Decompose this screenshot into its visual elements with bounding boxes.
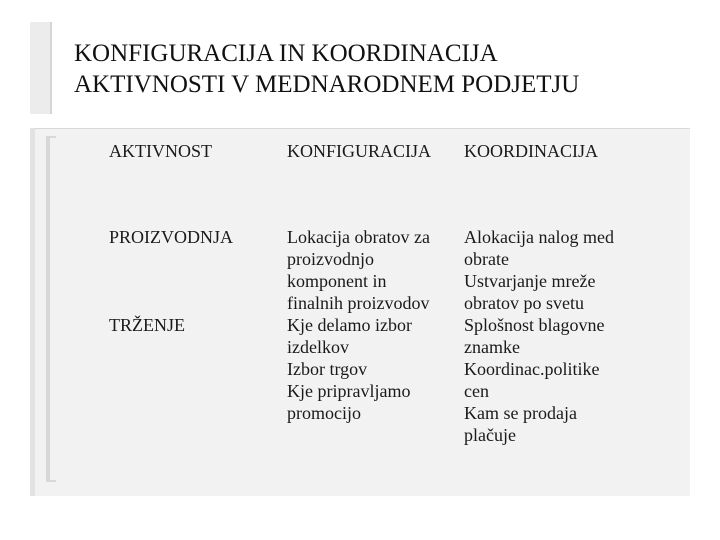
text-line: cen bbox=[464, 381, 489, 401]
text-line: Kam se prodaja bbox=[464, 403, 577, 423]
row-marketing-activity: TRŽENJE bbox=[109, 315, 185, 335]
text-line: Kje pripravljamo bbox=[287, 381, 411, 401]
slide-title bbox=[74, 38, 579, 100]
bracket-bottom bbox=[46, 480, 56, 482]
text-line: promocijo bbox=[287, 403, 361, 423]
text-line: Koordinac.politike bbox=[464, 359, 600, 379]
header-activity: AKTIVNOST bbox=[109, 141, 212, 161]
row-marketing-configuration bbox=[287, 314, 457, 424]
text-line: Ustvarjanje mreže bbox=[464, 271, 596, 291]
text-line: Izbor trgov bbox=[287, 359, 368, 379]
text-line: Lokacija obratov za bbox=[287, 227, 430, 247]
row-production-activity: PROIZVODNJA bbox=[109, 227, 234, 247]
slide-title-line-2: AKTIVNOSTI V MEDNARODNEM PODJETJU bbox=[74, 71, 580, 98]
slide-title-block bbox=[30, 22, 690, 114]
row-production-configuration bbox=[287, 226, 457, 314]
row-marketing-coordination bbox=[464, 314, 664, 446]
row-production-coordination bbox=[464, 226, 664, 314]
text-line: Splošnost blagovne bbox=[464, 315, 605, 335]
content-panel bbox=[30, 128, 690, 496]
content-divider bbox=[30, 128, 690, 129]
text-line: obrate bbox=[464, 249, 509, 269]
text-line: Alokacija nalog med bbox=[464, 227, 614, 247]
title-accent-bar bbox=[30, 22, 52, 114]
text-line: plačuje bbox=[464, 425, 516, 445]
text-line: znamke bbox=[464, 337, 520, 357]
header-configuration: KONFIGURACIJA bbox=[287, 141, 432, 161]
text-line: obratov po svetu bbox=[464, 293, 584, 313]
text-line: komponent in bbox=[287, 271, 387, 291]
content-left-bar bbox=[30, 128, 35, 496]
title-accent-line bbox=[50, 22, 52, 114]
text-line: finalnih proizvodov bbox=[287, 293, 430, 313]
text-line: izdelkov bbox=[287, 337, 349, 357]
text-line: proizvodnjo bbox=[287, 249, 374, 269]
text-line: Kje delamo izbor bbox=[287, 315, 412, 335]
bracket-decoration bbox=[46, 136, 50, 482]
header-coordination: KOORDINACIJA bbox=[464, 141, 598, 161]
bracket-top bbox=[46, 136, 56, 138]
slide-title-line-1: KONFIGURACIJA IN KOORDINACIJA bbox=[74, 40, 498, 67]
